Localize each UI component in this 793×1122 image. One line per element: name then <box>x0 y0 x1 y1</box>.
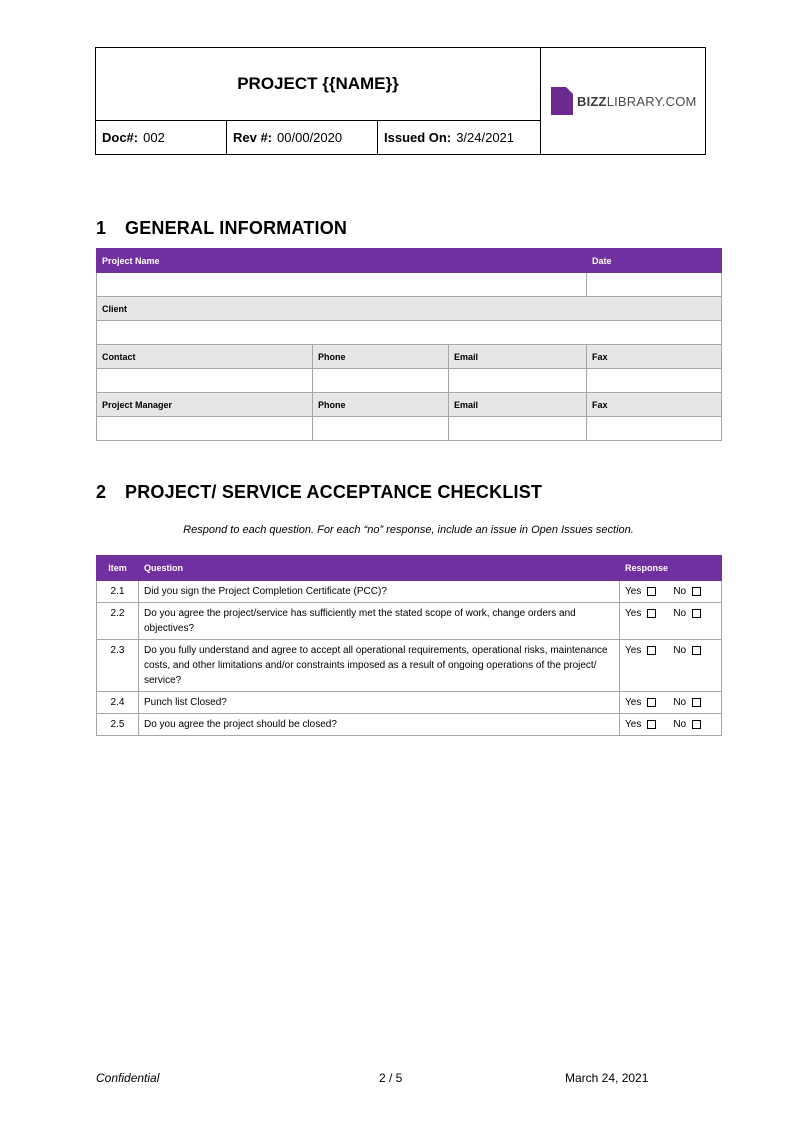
acceptance-checklist-table <box>96 555 722 736</box>
client-label: Client <box>97 297 722 321</box>
no-checkbox[interactable] <box>692 587 701 596</box>
date-field[interactable] <box>587 273 722 297</box>
pm-fax-field[interactable] <box>587 417 722 441</box>
section-heading-general-information: 1 GENERAL INFORMATION <box>96 218 348 238</box>
date-label: Date <box>587 249 722 273</box>
footer-date: March 24, 2021 <box>565 1071 649 1085</box>
general-information-table <box>96 248 722 441</box>
email-label: Email <box>449 393 587 417</box>
document-header <box>95 47 706 155</box>
logo-text: BIZZLIBRARY.COM <box>577 93 697 109</box>
no-checkbox[interactable] <box>692 609 701 618</box>
no-checkbox[interactable] <box>692 720 701 729</box>
no-checkbox[interactable] <box>692 698 701 707</box>
client-field[interactable] <box>97 321 722 345</box>
response-cell <box>620 692 722 714</box>
yes-label: Yes <box>625 697 642 708</box>
yes-checkbox[interactable] <box>647 698 656 707</box>
doc-number-cell <box>96 121 227 154</box>
item-number: 2.2 <box>97 603 139 640</box>
document-title: PROJECT {{NAME}} <box>96 48 541 121</box>
response-cell <box>620 640 722 692</box>
column-header-response: Response <box>620 556 722 581</box>
table-header-row <box>97 393 722 417</box>
column-header-question: Question <box>139 556 620 581</box>
table-header-row <box>97 297 722 321</box>
project-name-label: Project Name <box>97 249 587 273</box>
response-cell <box>620 581 722 603</box>
revision-value: 00/00/2020 <box>277 130 343 145</box>
yes-checkbox[interactable] <box>647 720 656 729</box>
table-row <box>97 692 722 714</box>
doc-number-label: Doc#: <box>102 130 139 145</box>
pm-email-field[interactable] <box>449 417 587 441</box>
yes-label: Yes <box>625 645 642 656</box>
table-row <box>97 417 722 441</box>
table-row <box>97 369 722 393</box>
contact-label: Contact <box>97 345 313 369</box>
table-row <box>97 714 722 736</box>
contact-fax-field[interactable] <box>587 369 722 393</box>
company-logo <box>541 48 705 154</box>
yes-label: Yes <box>625 719 642 730</box>
issued-on-value: 3/24/2021 <box>456 130 515 145</box>
phone-label: Phone <box>313 345 449 369</box>
fax-label: Fax <box>587 345 722 369</box>
doc-number-value: 002 <box>143 130 165 145</box>
yes-checkbox[interactable] <box>647 609 656 618</box>
footer-confidential: Confidential <box>96 1071 160 1085</box>
column-header-item: Item <box>97 556 139 581</box>
pm-phone-field[interactable] <box>313 417 449 441</box>
yes-label: Yes <box>625 586 642 597</box>
item-number: 2.4 <box>97 692 139 714</box>
phone-label: Phone <box>313 393 449 417</box>
no-label: No <box>673 608 687 619</box>
question-text: Do you fully understand and agree to accept all operational requirements, operational risks, maintenance costs, and other limitations and/or constraints imposed as a result of ongoing operations of the project/ service? <box>139 640 620 692</box>
project-name-field[interactable] <box>97 273 587 297</box>
table-row <box>97 640 722 692</box>
item-number: 2.5 <box>97 714 139 736</box>
item-number: 2.1 <box>97 581 139 603</box>
project-manager-label: Project Manager <box>97 393 313 417</box>
yes-checkbox[interactable] <box>647 587 656 596</box>
contact-phone-field[interactable] <box>313 369 449 393</box>
no-checkbox[interactable] <box>692 646 701 655</box>
question-text: Do you agree the project/service has sufficiently met the stated scope of work, change orders and objectives? <box>139 603 620 640</box>
response-cell <box>620 603 722 640</box>
item-number: 2.3 <box>97 640 139 692</box>
table-header-row <box>97 249 722 273</box>
issued-on-label: Issued On: <box>384 130 452 145</box>
table-header-row <box>97 556 722 581</box>
footer-page-number: 2 / 5 <box>379 1071 403 1085</box>
fax-label: Fax <box>587 393 722 417</box>
email-label: Email <box>449 345 587 369</box>
contact-email-field[interactable] <box>449 369 587 393</box>
no-label: No <box>673 645 687 656</box>
table-row <box>97 581 722 603</box>
response-cell <box>620 714 722 736</box>
question-text: Did you sign the Project Completion Certificate (PCC)? <box>139 581 620 603</box>
table-header-row <box>97 345 722 369</box>
project-manager-field[interactable] <box>97 417 313 441</box>
table-row <box>97 603 722 640</box>
section-heading-acceptance-checklist: 2 PROJECT/ SERVICE ACCEPTANCE CHECKLIST <box>96 482 543 502</box>
document-logo-icon <box>551 87 573 115</box>
yes-label: Yes <box>625 608 642 619</box>
instruction-note: Respond to each question. For each “no” response, include an issue in Open Issues section. <box>183 524 634 536</box>
question-text: Punch list Closed? <box>139 692 620 714</box>
table-row <box>97 321 722 345</box>
revision-label: Rev #: <box>233 130 273 145</box>
no-label: No <box>673 586 687 597</box>
issued-on-cell <box>378 121 540 154</box>
header-meta-row <box>96 121 541 154</box>
table-row <box>97 273 722 297</box>
no-label: No <box>673 697 687 708</box>
question-text: Do you agree the project should be closed? <box>139 714 620 736</box>
yes-checkbox[interactable] <box>647 646 656 655</box>
no-label: No <box>673 719 687 730</box>
contact-field[interactable] <box>97 369 313 393</box>
revision-cell <box>227 121 378 154</box>
